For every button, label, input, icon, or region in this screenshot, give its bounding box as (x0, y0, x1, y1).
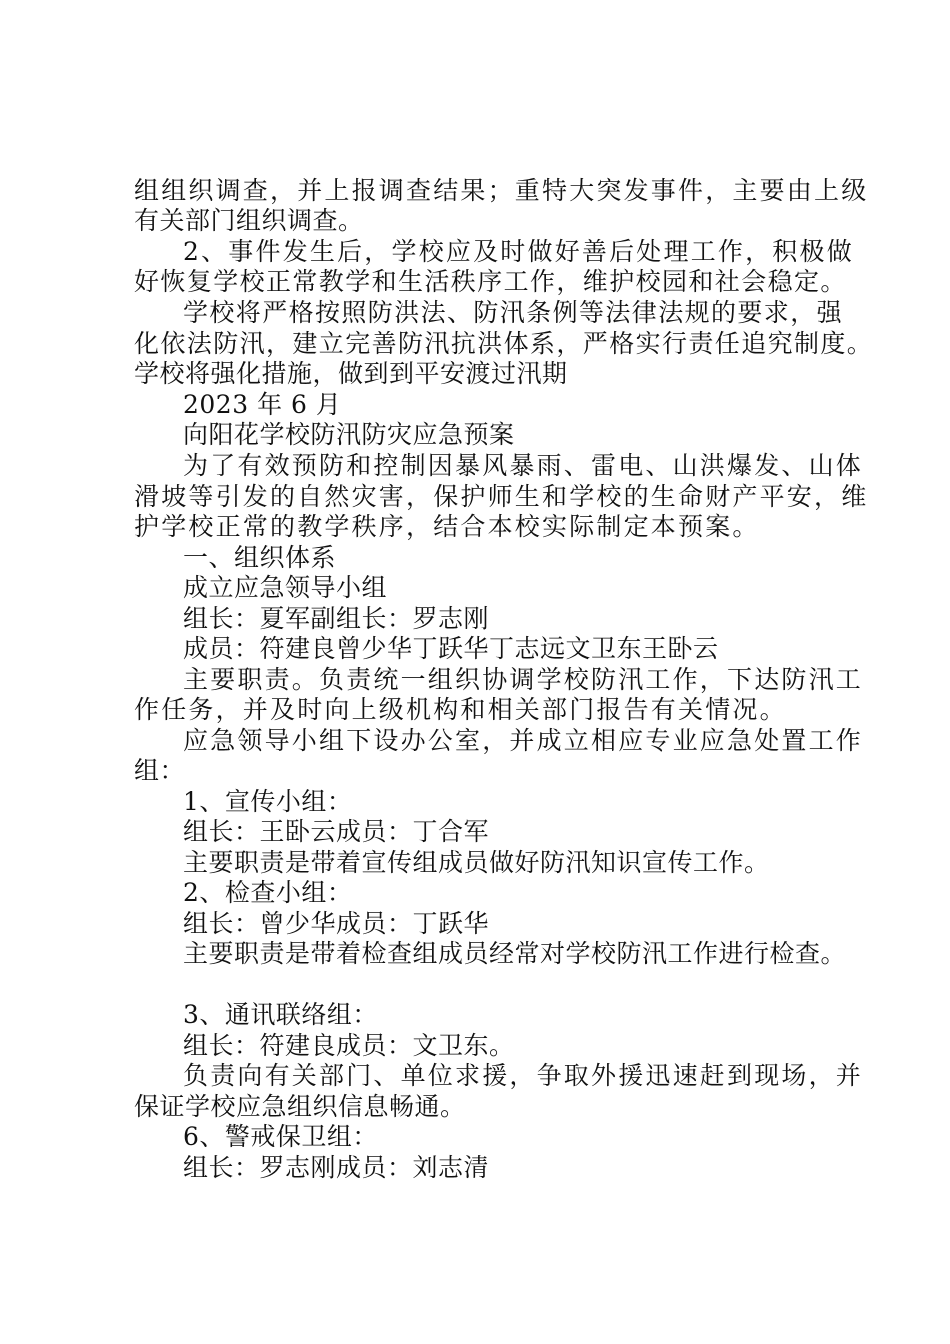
text-line: 负责向有关部门、单位求援，争取外援迅速赶到现场，并 (183, 1061, 864, 1090)
subsection-heading: 1、宣传小组： (183, 787, 353, 816)
text-line: 组长：夏军副组长：罗志刚 (183, 604, 490, 633)
text-line: 应急领导小组下设办公室，并成立相应专业应急处置工作 (183, 726, 864, 755)
text-line: 组长：曾少华成员：丁跃华 (183, 909, 490, 938)
text-line: 成员：符建良曾少华丁跃华丁志远文卫东王卧云 (183, 634, 719, 663)
text-line: 滑坡等引发的自然灾害，保护师生和学校的生命财产平安，维 (134, 482, 869, 511)
text-line: 组长：符建良成员：文卫东。 (183, 1031, 515, 1060)
text-line: 组长：罗志刚成员：刘志清 (183, 1153, 490, 1182)
text-line: 组： (134, 756, 186, 785)
section-heading: 一、组织体系 (183, 543, 337, 572)
text-line: 为了有效预防和控制因暴风暴雨、雷电、山洪爆发、山体 (183, 451, 864, 480)
text-line: 化依法防汛，建立完善防汛抗洪体系，严格实行责任追究制度。 (134, 329, 874, 358)
text-line: 护学校正常的教学秩序，结合本校实际制定本预案。 (134, 512, 760, 541)
date-line: 2023 年 6 月 (183, 390, 342, 419)
text-line: 成立应急领导小组 (183, 573, 388, 602)
subsection-heading: 2、检查小组： (183, 878, 353, 907)
text-line: 组长：王卧云成员：丁合军 (183, 817, 490, 846)
text-line: 主要职责。负责统一组织协调学校防汛工作，下达防汛工 (183, 665, 864, 694)
text-line: 有关部门组织调查。 (134, 206, 364, 235)
subsection-heading: 6、警戒保卫组： (183, 1122, 378, 1151)
text-line: 好恢复学校正常教学和生活秩序工作，维护校园和社会稳定。 (134, 267, 847, 296)
text-line: 组组织调查，并上报调查结果；重特大突发事件，主要由上级 (134, 176, 869, 205)
text-line: 主要职责是带着检查组成员经常对学校防汛工作进行检查。 (183, 939, 847, 968)
text-line: 主要职责是带着宣传组成员做好防汛知识宣传工作。 (183, 848, 770, 877)
text-line: 作任务，并及时向上级机构和相关部门报告有关情况。 (134, 695, 787, 724)
text-line: 2、事件发生后，学校应及时做好善后处理工作，积极做 (183, 237, 854, 266)
text-line: 学校将严格按照防洪法、防汛条例等法律法规的要求，强 (183, 298, 844, 327)
document-title: 向阳花学校防汛防灾应急预案 (183, 420, 515, 449)
text-line: 学校将强化措施，做到到平安渡过汛期 (134, 359, 568, 388)
subsection-heading: 3、通讯联络组： (183, 1000, 378, 1029)
text-line: 保证学校应急组织信息畅通。 (134, 1092, 466, 1121)
